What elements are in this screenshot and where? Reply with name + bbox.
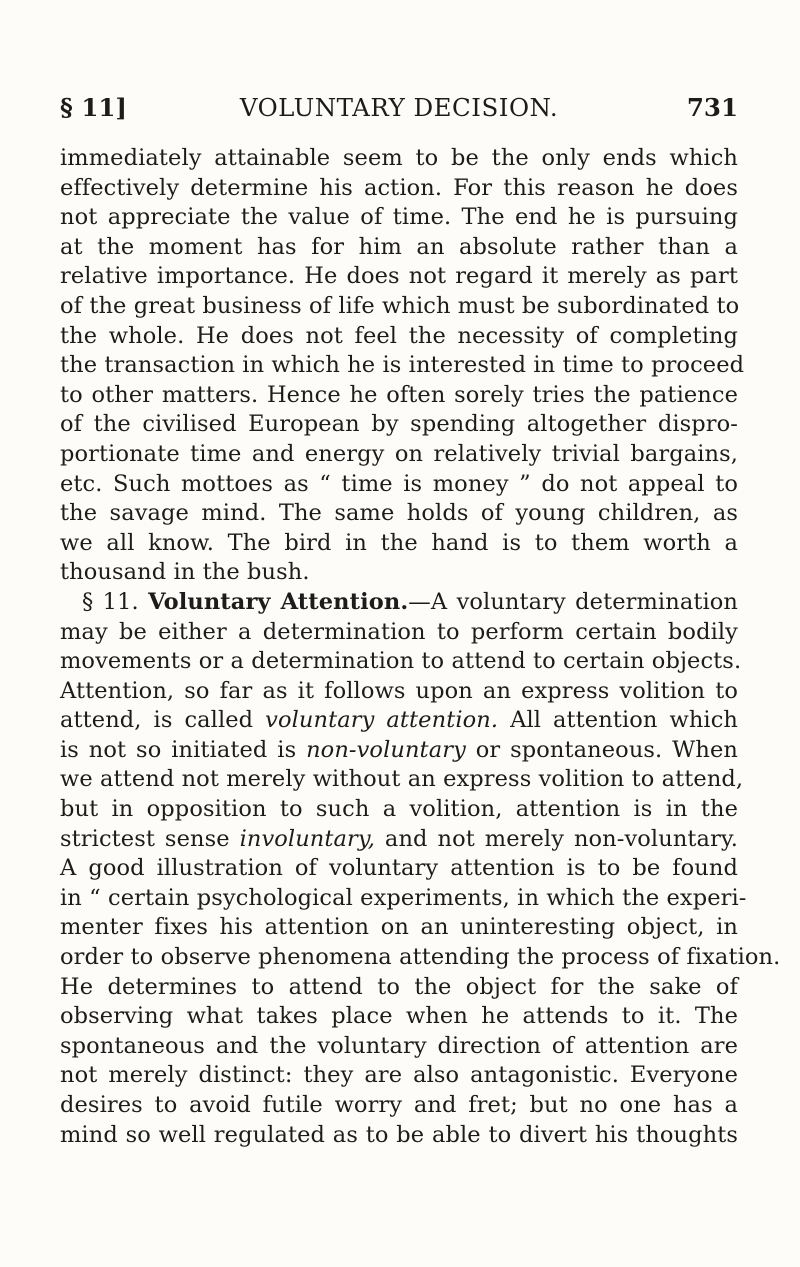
text-line: menter fixes his attention on an uninteresting object, in (60, 914, 738, 941)
italic-term: voluntary attention. (265, 707, 499, 734)
text-line: may be either a determination to perform certain bodily (60, 618, 738, 645)
text-line: A good illustration of voluntary attention is to be found (60, 855, 738, 882)
text-line: not merely distinct: they are also antagonistic. Everyone (60, 1062, 738, 1089)
book-page (60, 88, 781, 1150)
body-text (60, 144, 781, 1150)
text-line: not appreciate the value of time. The end he is pursuing (60, 204, 738, 231)
text-run: or spontaneous. When (465, 736, 738, 763)
section-heading: Voluntary Attention. (148, 588, 409, 615)
text-line: to other matters. Hence he often sorely tries the patience (60, 381, 738, 408)
text-line: the whole. He does not feel the necessity of completing (60, 322, 738, 349)
text-run: strictest sense (60, 825, 240, 852)
text-run: and not merely non-voluntary. (375, 825, 738, 852)
text-line: relative importance. He does not regard it merely as part (60, 263, 738, 290)
text-line: thousand in the bush. (60, 559, 310, 586)
italic-term: involuntary, (239, 825, 375, 852)
text-line: we all know. The bird in the hand is to them worth a (60, 529, 738, 556)
text-line: spontaneous and the voluntary direction of attention are (60, 1032, 738, 1059)
text-run: All attention which (498, 707, 738, 734)
text-line (60, 736, 738, 766)
text-run: is not so initiated is (60, 736, 307, 763)
text-line: desires to avoid futile worry and fret; but no one has a (60, 1092, 738, 1118)
section-reference: § 11] (60, 93, 128, 122)
text-line: the transaction in which he is interested in time to proceed (60, 352, 745, 379)
running-head (60, 88, 738, 128)
text-run: attend, is called (60, 707, 266, 734)
section-number: § 11. (82, 588, 139, 615)
text-line: immediately attainable seem to be the only ends which (60, 145, 738, 171)
text-line: He determines to attend to the object for the sake of (60, 973, 738, 1000)
text-line (60, 825, 738, 855)
text-line: observing what takes place when he attends to it. The (60, 1003, 738, 1030)
italic-term: non-voluntary (306, 736, 466, 763)
text-line: but in opposition to such a volition, attention is in the (60, 796, 738, 823)
text-line: portionate time and energy on relatively trivial bargains, (60, 440, 738, 467)
text-line: of the civilised European by spending altogether dispro- (60, 411, 738, 438)
text-line: movements or a determination to attend to certain objects. (60, 648, 742, 675)
text-line: of the great business of life which must be subordinated to (60, 292, 740, 319)
text-line: mind so well regulated as to be able to divert his thoughts (60, 1121, 738, 1148)
section-first-line (60, 588, 738, 618)
text-line: we attend not merely without an express volition to attend, (60, 766, 744, 793)
page-number: 731 (686, 93, 738, 122)
text-line: effectively determine his action. For this reason he does (60, 174, 738, 201)
text-line: etc. Such mottoes as “ time is money ” do not appeal to (60, 470, 738, 497)
text-line: at the moment has for him an absolute rather than a (60, 233, 738, 260)
text-line: Attention, so far as it follows upon an express volition to (60, 677, 738, 704)
text-line (60, 706, 738, 736)
chapter-title: VOLUNTARY DECISION. (239, 93, 559, 122)
text-line: the savage mind. The same holds of young children, as (60, 500, 738, 527)
text-line: in “ certain psychological experiments, in which the experi- (60, 884, 747, 911)
section-intro-text: —A voluntary determination (408, 588, 739, 615)
text-line: order to observe phenomena attending the process of fixation. (60, 944, 781, 971)
